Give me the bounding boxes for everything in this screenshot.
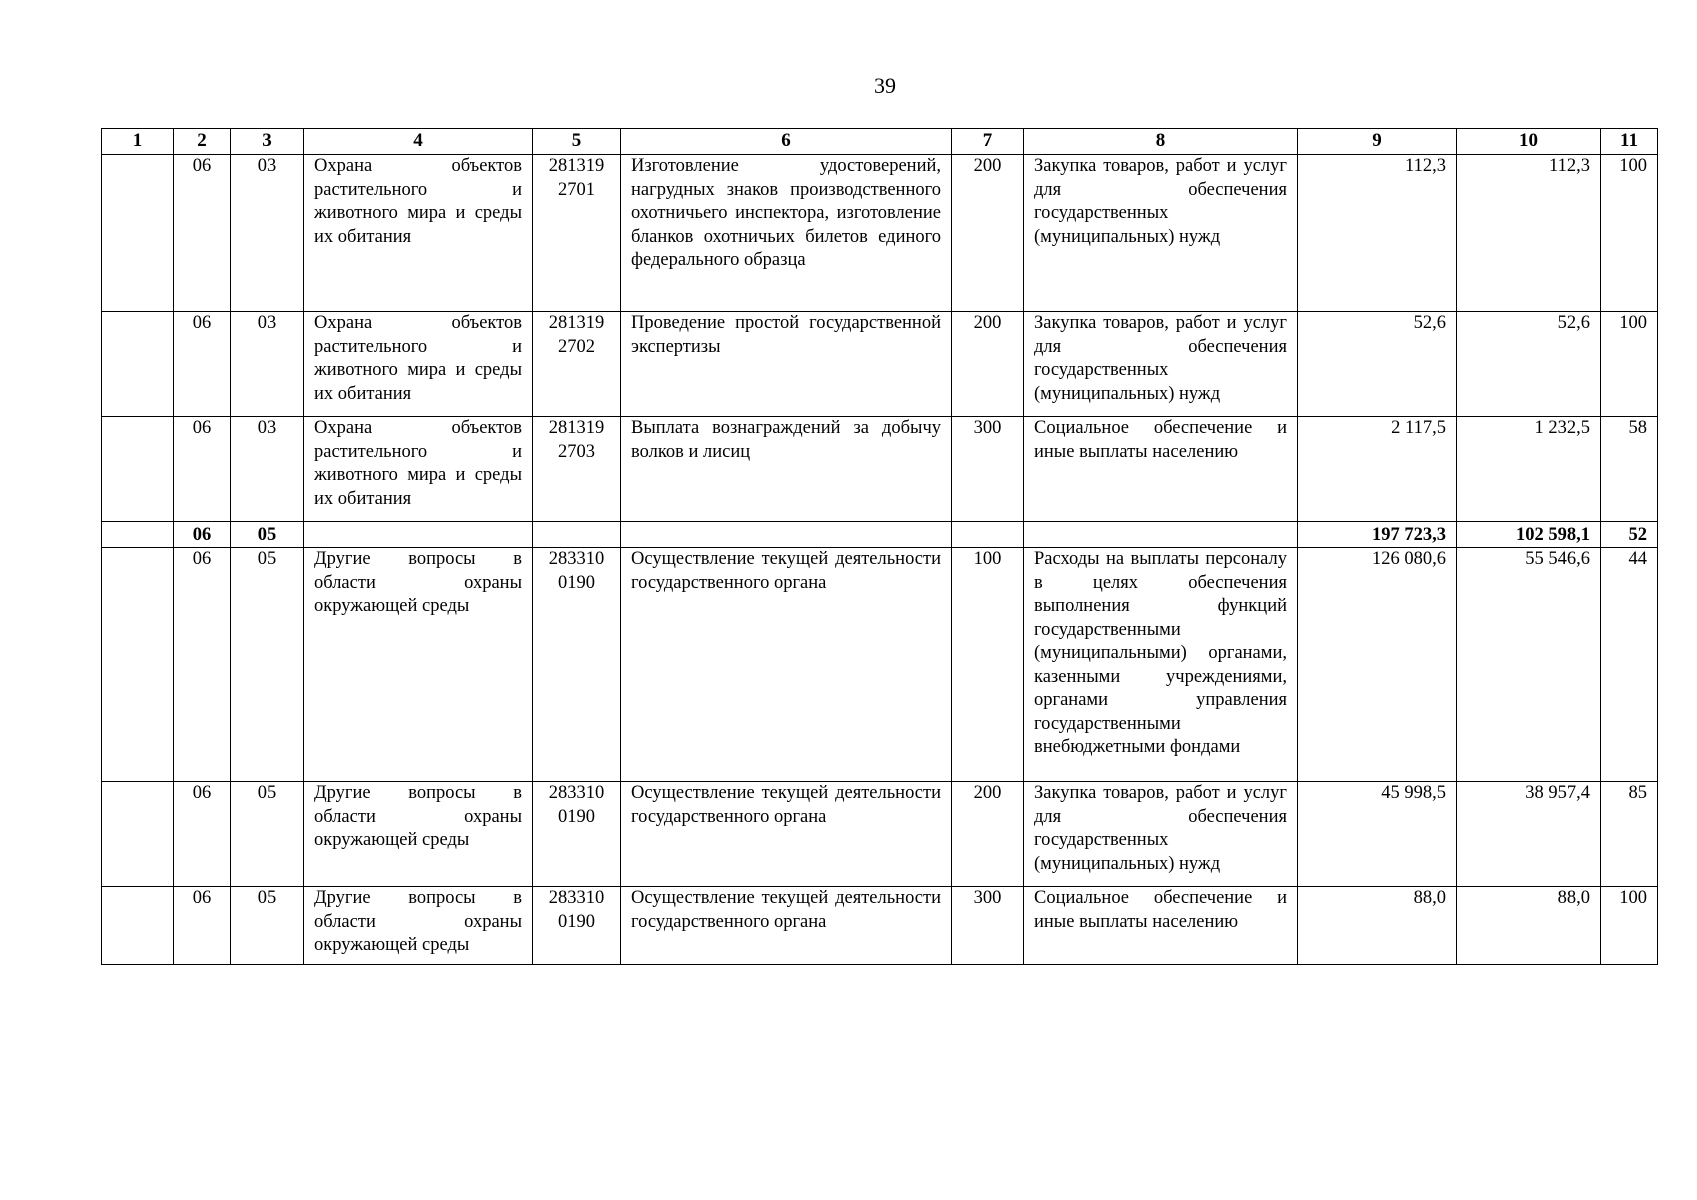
cell-expense-type-name [1024,522,1298,548]
cell-section: 06 [174,522,231,548]
table-row [102,887,1658,965]
cell-actual: 1 232,5 [1457,417,1601,522]
table-row [102,548,1658,782]
column-header: 8 [1024,129,1298,155]
cell-target-name: Проведение простой государственной экспертизы [621,312,952,417]
cell-subsection: 05 [231,887,304,965]
cell-target-code: 283310 0190 [533,548,621,782]
cell-actual: 55 546,6 [1457,548,1601,782]
cell-percent: 58 [1601,417,1658,522]
cell-percent: 44 [1601,548,1658,782]
cell-section: 06 [174,782,231,887]
cell-subsection-name: Другие вопросы в области охраны окружающей среды [304,782,533,887]
cell-percent: 100 [1601,887,1658,965]
cell-actual: 38 957,4 [1457,782,1601,887]
cell-subsection: 03 [231,155,304,312]
cell-col1 [102,417,174,522]
cell-target-code: 283310 0190 [533,782,621,887]
cell-actual: 112,3 [1457,155,1601,312]
cell-plan: 2 117,5 [1298,417,1457,522]
cell-subsection: 03 [231,417,304,522]
cell-actual: 102 598,1 [1457,522,1601,548]
cell-section: 06 [174,548,231,782]
cell-plan: 126 080,6 [1298,548,1457,782]
cell-target-code: 281319 2702 [533,312,621,417]
cell-section: 06 [174,312,231,417]
table-row [102,155,1658,312]
cell-expense-type-name: Закупка товаров, работ и услуг для обеспечения государственных (муниципальных) нужд [1024,782,1298,887]
cell-subsection-name: Охрана объектов растительного и животного мира и среды их обитания [304,155,533,312]
cell-section: 06 [174,155,231,312]
cell-subsection-name [304,522,533,548]
cell-target-code: 281319 2703 [533,417,621,522]
cell-plan: 88,0 [1298,887,1457,965]
cell-expense-type: 200 [952,312,1024,417]
cell-target-name: Осуществление текущей деятельности государственного органа [621,887,952,965]
cell-actual: 88,0 [1457,887,1601,965]
cell-percent: 100 [1601,312,1658,417]
cell-actual: 52,6 [1457,312,1601,417]
column-header: 4 [304,129,533,155]
cell-expense-type-name: Закупка товаров, работ и услуг для обеспечения государственных (муниципальных) нужд [1024,312,1298,417]
cell-expense-type: 300 [952,417,1024,522]
cell-plan: 112,3 [1298,155,1457,312]
cell-col1 [102,782,174,887]
cell-target-code: 283310 0190 [533,887,621,965]
cell-subsection-name: Другие вопросы в области охраны окружающей среды [304,548,533,782]
cell-expense-type: 300 [952,887,1024,965]
cell-target-name: Осуществление текущей деятельности государственного органа [621,548,952,782]
column-header: 5 [533,129,621,155]
cell-plan: 45 998,5 [1298,782,1457,887]
cell-target-name: Выплата вознаграждений за добычу волков и лисиц [621,417,952,522]
cell-target-name: Изготовление удостоверений, нагрудных знаков производственного охотничьего инспектора, изготовление бланков охотничьих билетов единого федерального образца [621,155,952,312]
cell-expense-type: 200 [952,155,1024,312]
cell-subsection: 05 [231,548,304,782]
cell-col1 [102,548,174,782]
cell-expense-type-name: Социальное обеспечение и иные выплаты населению [1024,887,1298,965]
cell-expense-type-name: Закупка товаров, работ и услуг для обеспечения государственных (муниципальных) нужд [1024,155,1298,312]
column-header: 10 [1457,129,1601,155]
column-header: 1 [102,129,174,155]
cell-plan: 52,6 [1298,312,1457,417]
column-header: 11 [1601,129,1658,155]
cell-col1 [102,155,174,312]
cell-col1 [102,887,174,965]
cell-percent: 100 [1601,155,1658,312]
table-row [102,312,1658,417]
cell-subsection: 05 [231,522,304,548]
column-header: 2 [174,129,231,155]
cell-section: 06 [174,887,231,965]
cell-subsection-name: Охрана объектов растительного и животного мира и среды их обитания [304,417,533,522]
cell-expense-type: 200 [952,782,1024,887]
cell-col1 [102,522,174,548]
cell-target-code [533,522,621,548]
column-header: 3 [231,129,304,155]
table-row [102,782,1658,887]
column-header: 9 [1298,129,1457,155]
cell-percent: 85 [1601,782,1658,887]
cell-expense-type [952,522,1024,548]
cell-section: 06 [174,417,231,522]
cell-target-name: Осуществление текущей деятельности государственного органа [621,782,952,887]
cell-subsection: 03 [231,312,304,417]
cell-col1 [102,312,174,417]
subtotal-row [102,522,1658,548]
cell-target-code: 281319 2701 [533,155,621,312]
page-number: 39 [874,73,896,98]
table-row [102,417,1658,522]
cell-expense-type-name: Расходы на выплаты персоналу в целях обеспечения выполнения функций государственными (муниципальными) органами, казенными учреждениями, органами управления государственными внебюджетными фондами [1024,548,1298,782]
header-row [102,129,1658,155]
cell-plan: 197 723,3 [1298,522,1457,548]
column-header: 7 [952,129,1024,155]
budget-table [101,128,1658,965]
cell-expense-type-name: Социальное обеспечение и иные выплаты населению [1024,417,1298,522]
cell-percent: 52 [1601,522,1658,548]
cell-subsection: 05 [231,782,304,887]
cell-subsection-name: Охрана объектов растительного и животного мира и среды их обитания [304,312,533,417]
cell-expense-type: 100 [952,548,1024,782]
column-header: 6 [621,129,952,155]
cell-target-name [621,522,952,548]
cell-subsection-name: Другие вопросы в области охраны окружающей среды [304,887,533,965]
